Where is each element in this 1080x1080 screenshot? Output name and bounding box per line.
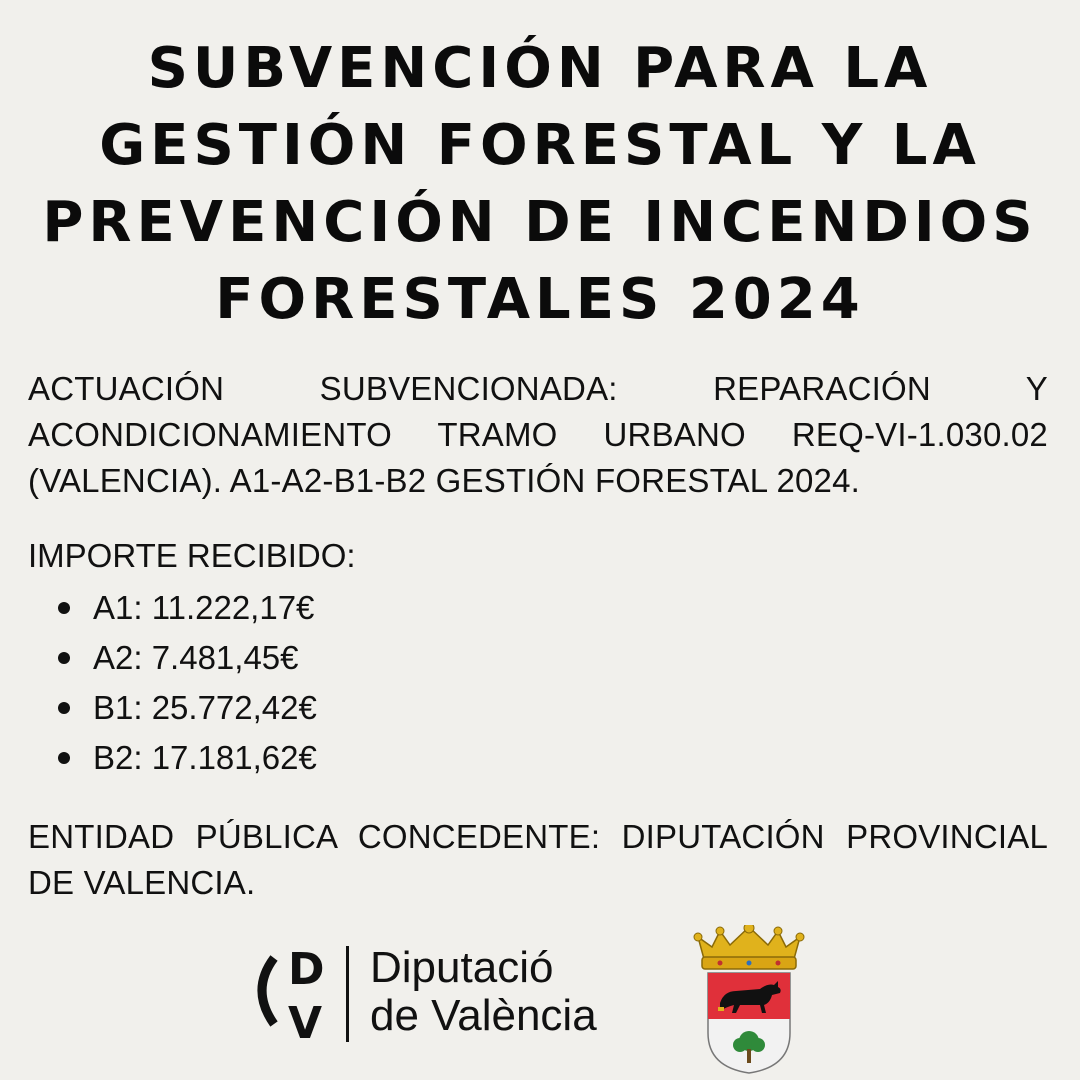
title-line: FORESTALES 2024: [215, 267, 865, 332]
diputacio-logo: [248, 940, 618, 1050]
entidad-text: ENTIDAD PÚBLICA CONCEDENTE: DIPUTACIÓN PROVINCIAL DE VALENCIA.: [28, 818, 1048, 901]
title-line: SUBVENCIÓN PARA LA: [147, 36, 933, 101]
crown-icon: [694, 925, 804, 969]
amount-a2: A2: 7.481,45€: [93, 639, 299, 676]
dv-mark-v: V: [288, 998, 323, 1049]
amount-a1: A1: 11.222,17€: [93, 589, 315, 626]
title-line: GESTIÓN FORESTAL Y LA: [99, 113, 981, 178]
bullet-icon: [58, 752, 70, 764]
title-line: PREVENCIÓN DE INCENDIOS: [42, 190, 1038, 255]
importe-label: IMPORTE RECIBIDO:: [28, 537, 356, 574]
amount-list: [58, 583, 317, 783]
list-item: [58, 633, 317, 683]
list-item: [58, 583, 317, 633]
coat-of-arms-icon: [690, 925, 808, 1075]
page-title: [0, 30, 1080, 338]
logo-line-2: de València: [370, 991, 597, 1040]
list-item: [58, 733, 317, 783]
logo-line-1: Diputació: [370, 943, 554, 992]
actuacion-text: ACTUACIÓN SUBVENCIONADA: REPARACIÓN Y ACONDICIONAMIENTO TRAMO URBANO REQ-VI-1.030.02 (VALENCIA). A1-A2-B1-B2 GESTIÓN FORESTAL 2024.: [28, 370, 1048, 499]
list-item: [58, 683, 317, 733]
dv-mark-icon: [248, 940, 368, 1050]
bullet-icon: [58, 702, 70, 714]
bullet-icon: [58, 652, 70, 664]
bullet-icon: [58, 602, 70, 614]
amount-b1: B1: 25.772,42€: [93, 689, 317, 726]
dv-mark-d: D: [288, 944, 325, 995]
amount-b2: B2: 17.181,62€: [93, 739, 317, 776]
diputacio-wordmark: [370, 944, 597, 1040]
